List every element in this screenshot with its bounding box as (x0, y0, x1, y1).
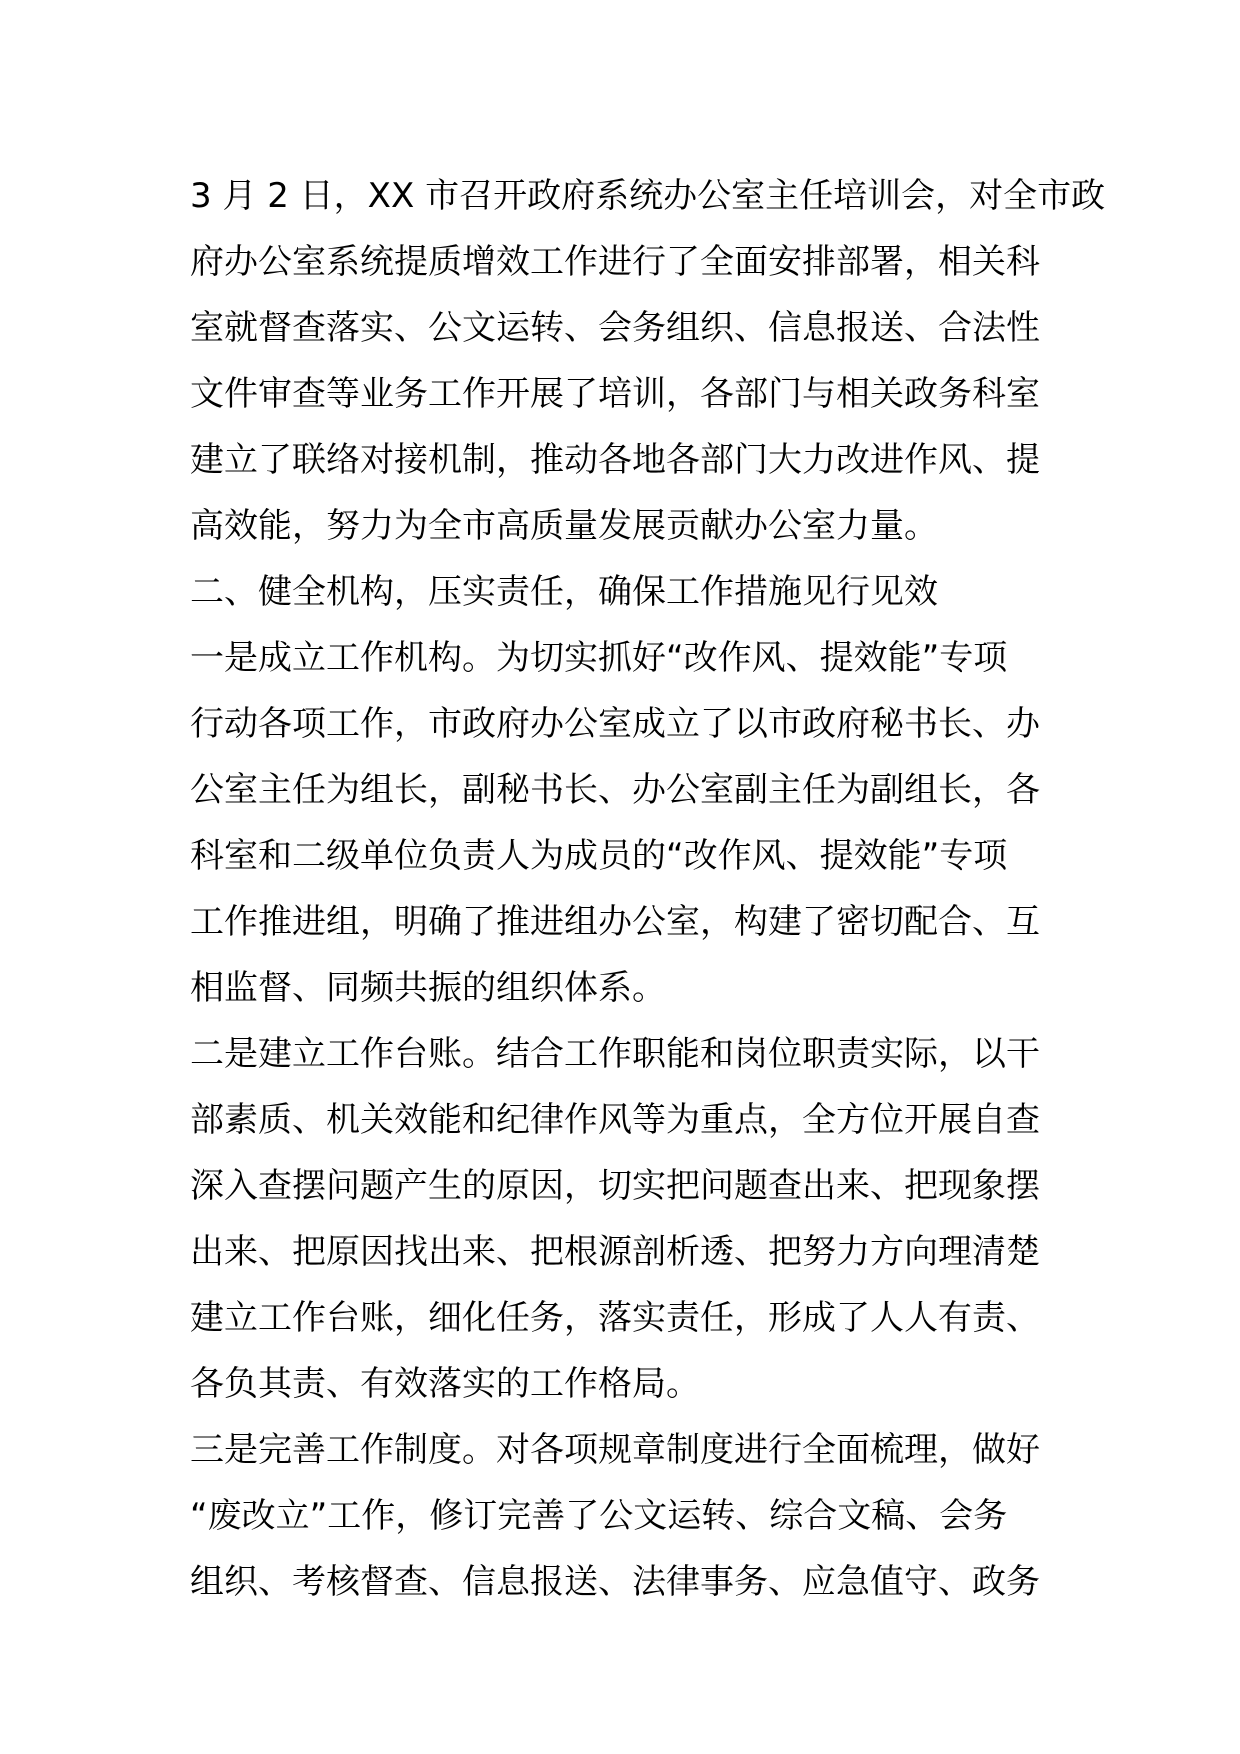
text-line: 深入查摆问题产生的原因，切实把问题查出来、把现象摆 (190, 1166, 1040, 1206)
section-heading: 二、健全机构，压实责任，确保工作措施见行见效 (190, 572, 938, 612)
text-line: 府办公室系统提质增效工作进行了全面安排部署，相关科 (190, 242, 1040, 282)
text-line: 三是完善工作制度。对各项规章制度进行全面梳理，做好 (190, 1430, 1040, 1470)
text-line: 出来、把原因找出来、把根源剖析透、把努力方向理清楚 (190, 1232, 1040, 1272)
text-line: 建立了联络对接机制，推动各地各部门大力改进作风、提 (190, 440, 1040, 480)
text-line: “废改立”工作，修订完善了公文运转、综合文稿、会务 (190, 1496, 1008, 1536)
text-line: 行动各项工作，市政府办公室成立了以市政府秘书长、办 (190, 704, 1040, 744)
text-line: 工作推进组，明确了推进组办公室，构建了密切配合、互 (190, 902, 1040, 942)
text-line: 各负其责、有效落实的工作格局。 (190, 1364, 700, 1404)
text-line: 文件审查等业务工作开展了培训，各部门与相关政务科室 (190, 374, 1040, 414)
document-body (190, 163, 1106, 1615)
text-line: 一是成立工作机构。为切实抓好“改作风、提效能”专项 (190, 638, 1008, 678)
text-line: 高效能，努力为全市高质量发展贡献办公室力量。 (190, 506, 938, 546)
text-line: 3 月 2 日，XX 市召开政府系统办公室主任培训会，对全市政 (190, 176, 1106, 216)
text-line: 建立工作台账，细化任务，落实责任，形成了人人有责、 (190, 1298, 1040, 1338)
text-line: 二是建立工作台账。结合工作职能和岗位职责实际，以干 (190, 1034, 1040, 1074)
text-line: 科室和二级单位负责人为成员的“改作风、提效能”专项 (190, 836, 1008, 876)
text-line: 公室主任为组长，副秘书长、办公室副主任为副组长，各 (190, 770, 1040, 810)
text-line: 相监督、同频共振的组织体系。 (190, 968, 666, 1008)
text-line: 组织、考核督查、信息报送、法律事务、应急值守、政务 (190, 1562, 1040, 1602)
text-line: 部素质、机关效能和纪律作风等为重点，全方位开展自查 (190, 1100, 1040, 1140)
text-line: 室就督查落实、公文运转、会务组织、信息报送、合法性 (190, 308, 1040, 348)
